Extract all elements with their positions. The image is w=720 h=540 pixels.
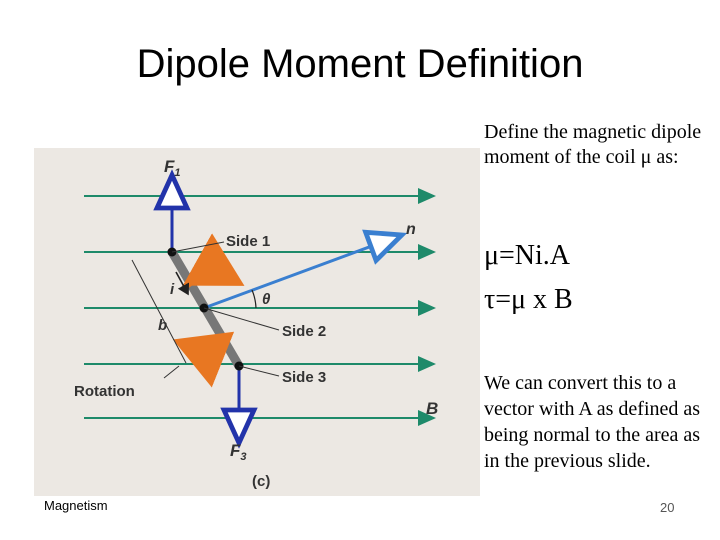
rotation-label: Rotation (74, 383, 135, 400)
rotation-arrow-bottom (184, 340, 219, 346)
rotation-leader (164, 366, 179, 378)
current-label: i (170, 281, 175, 298)
side1-label: Side 1 (226, 233, 271, 250)
f3-label: $F_3$ (230, 441, 247, 463)
dipole-moment-equation: μ=Ni.A (484, 240, 571, 271)
b-field-label: B (426, 399, 439, 418)
coil-diagram (34, 148, 480, 496)
torque-equation: τ=μ x B (484, 284, 573, 315)
theta-arc (252, 290, 256, 308)
definition-text: Define the magnetic dipole moment of the coil μ as: (484, 121, 702, 168)
side3-leader (239, 366, 279, 376)
footer-label: Magnetism (44, 498, 108, 513)
theta-label: θ (262, 291, 271, 308)
magnetic-field-lines (84, 196, 434, 418)
side2-label: Side 2 (282, 323, 327, 340)
b-label: b (158, 317, 168, 334)
vector-conversion-text: We can convert this to a vector with A as defined as being normal to the area as in the previous slide. (484, 372, 701, 472)
slide-title: Dipole Moment Definition (136, 42, 584, 86)
side3-label: Side 3 (282, 369, 327, 386)
figure-caption: (c) (252, 473, 271, 490)
normal-label: n (406, 221, 416, 238)
side1-leader (172, 242, 224, 252)
coil-diagram-svg (34, 148, 480, 496)
slide-number: 20 (660, 500, 675, 515)
f1-label: $F_1$ (164, 157, 181, 179)
